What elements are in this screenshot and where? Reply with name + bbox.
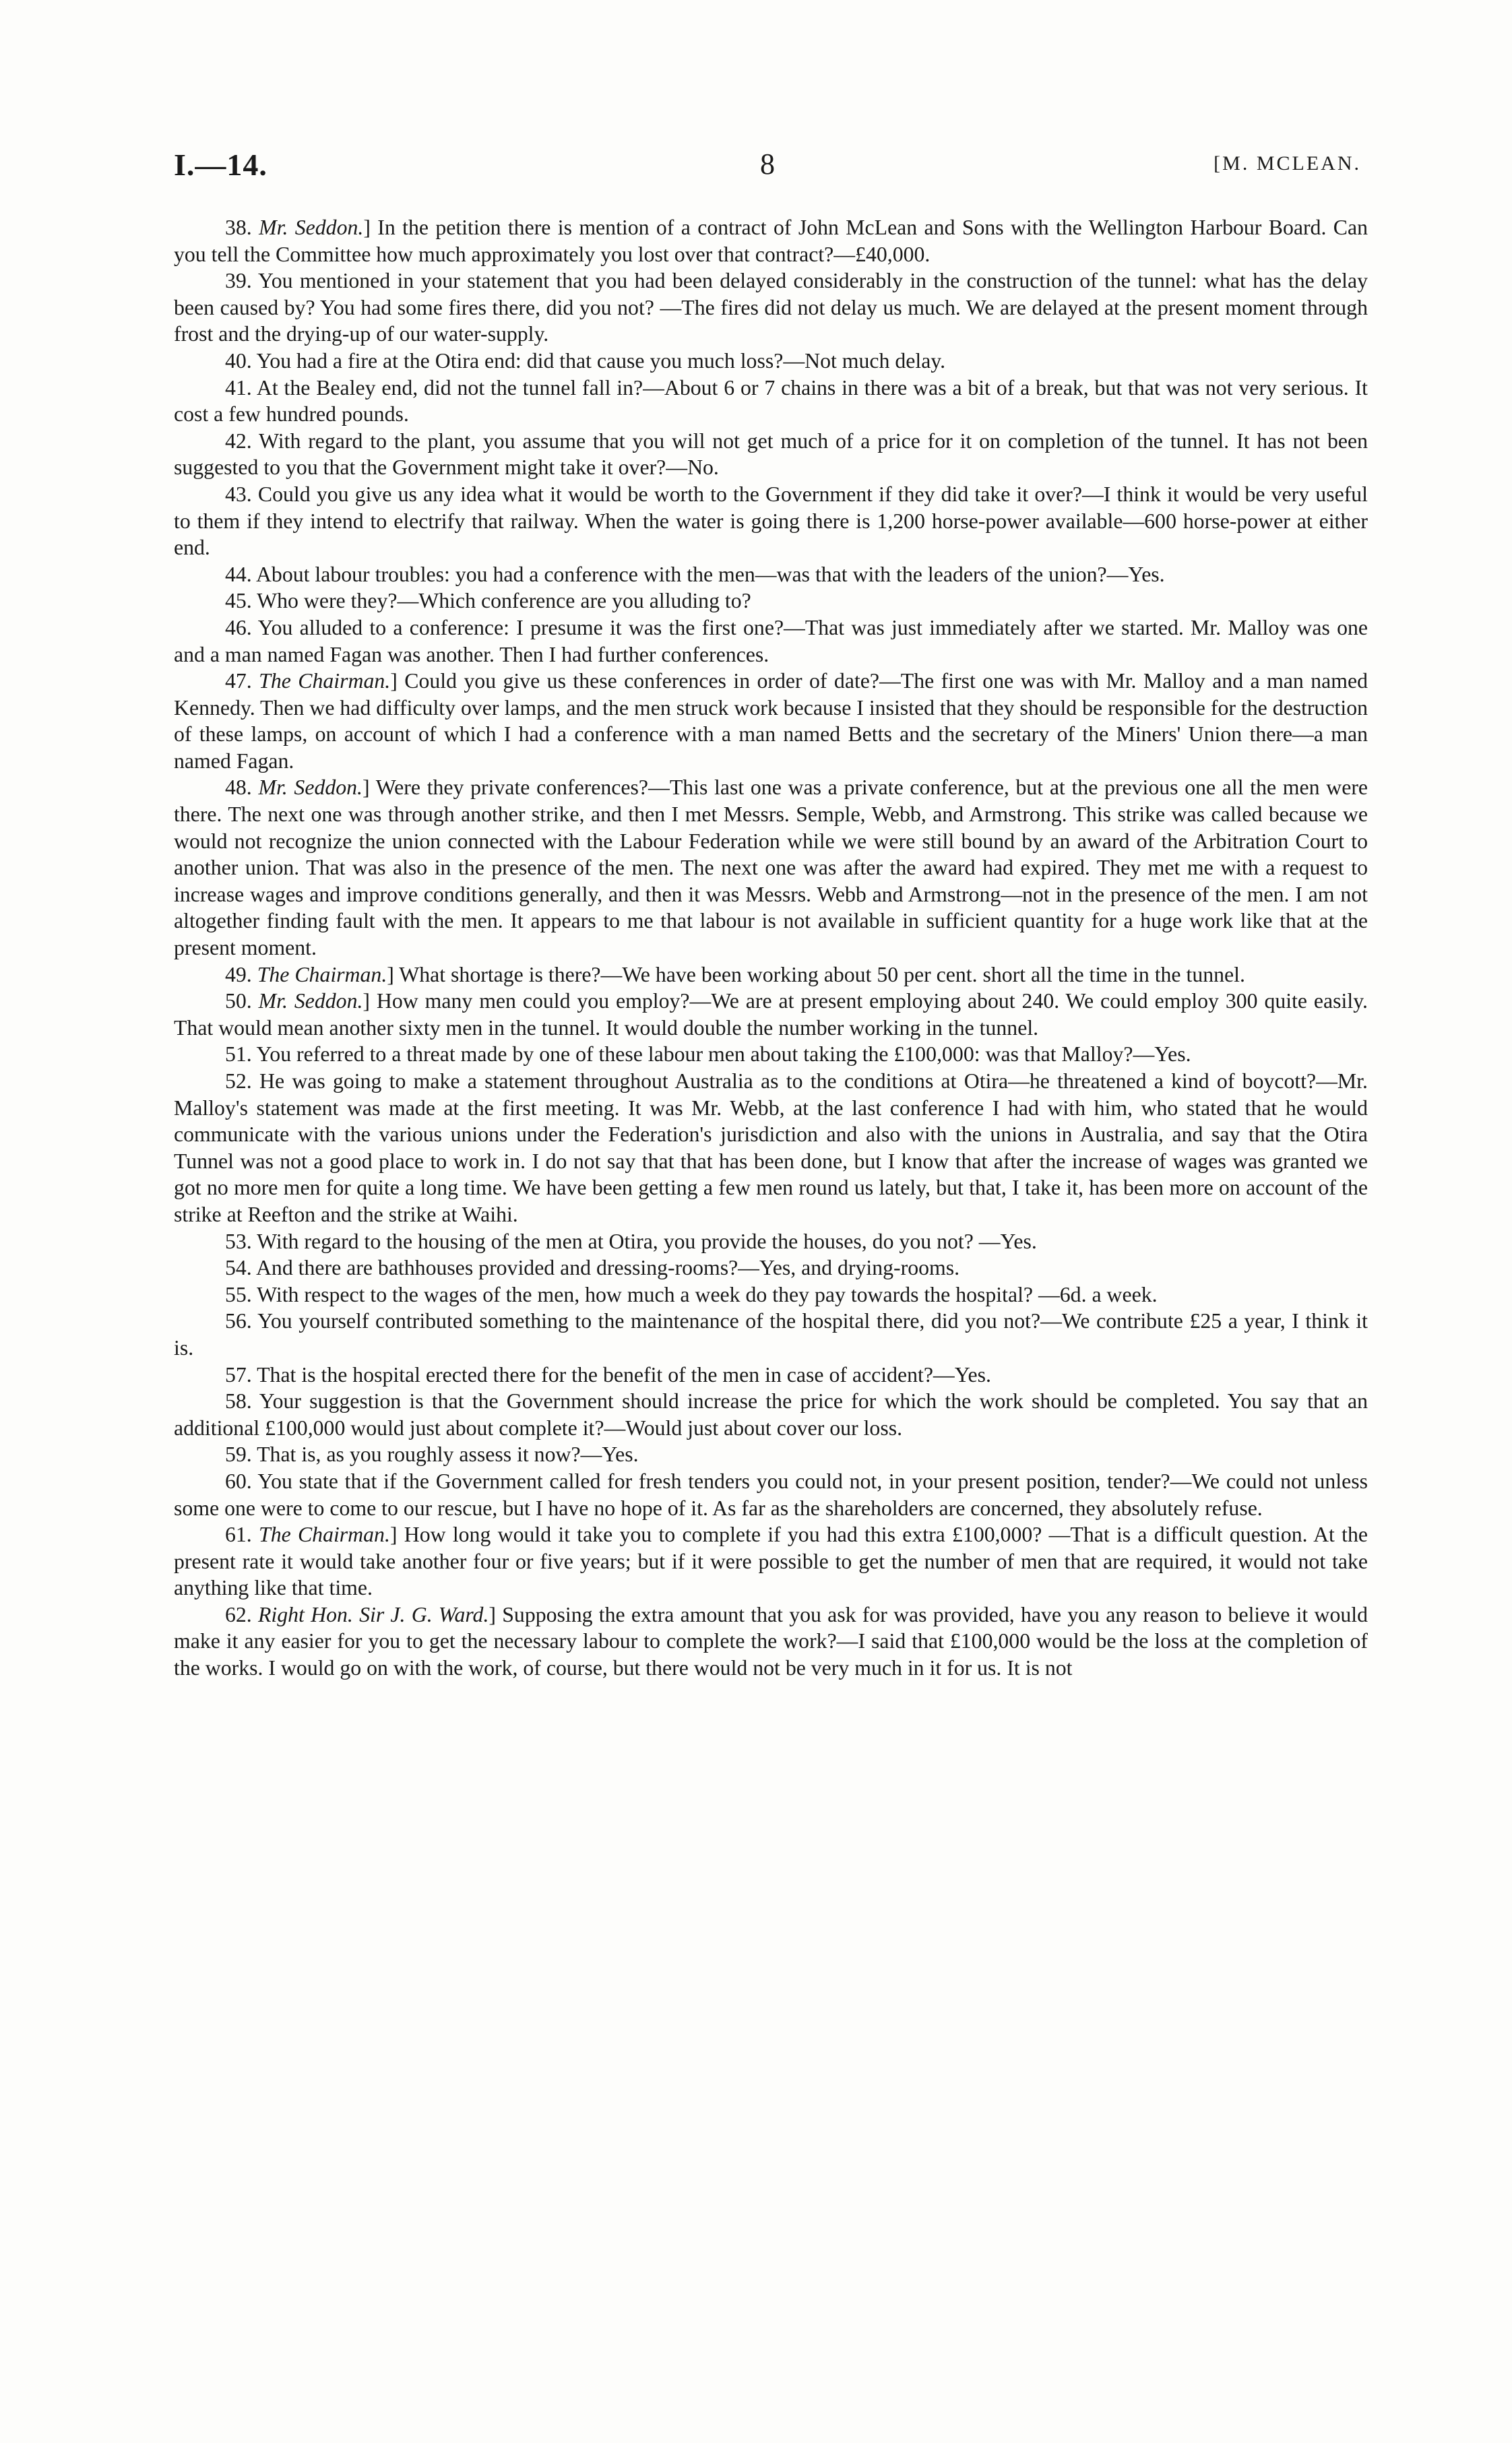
question-number: 53. bbox=[225, 1229, 252, 1253]
document-reference: I.—14. bbox=[174, 148, 267, 182]
question-text: With respect to the wages of the men, how much a week do they pay towards the hospital? —6d. a week. bbox=[257, 1282, 1158, 1306]
question-text: How many men could you employ?—We are at present employing about 240. We could employ 300 quite easily. That would mean another sixty men in the tunnel. It would double the number working in the tunnel. bbox=[174, 989, 1368, 1040]
question-text: You mentioned in your statement that you had been delayed considerably in the construction of the tunnel: what has the delay been caused by? You had some fires there, did you not? —The fires did not delay us much. We are delayed at the present moment through frost and the drying-up of our water-supply. bbox=[174, 269, 1368, 346]
question-number: 50. bbox=[225, 989, 252, 1013]
question-paragraph bbox=[174, 1255, 1368, 1281]
question-number: 44. bbox=[225, 562, 252, 586]
question-text: Who were they?—Which conference are you alluding to? bbox=[257, 589, 751, 613]
question-number: 47. bbox=[225, 669, 252, 693]
question-text: Could you give us these conferences in order of date?—The first one was with Mr. Malloy and a man named Kennedy. Then we had difficulty over lamps, and the men struck work because I insisted that they should be responsible for the destruction of these lamps, on account of which I had a conference with a man named Betts and the secretary of the Miners' Union there—a man named Fagan. bbox=[174, 669, 1368, 773]
speaker-name: The Chairman. bbox=[259, 1523, 390, 1547]
question-paragraph: 50. Mr. Seddon.] How many men could you employ?—We are at present employing about 240. We could employ 300 quite easily. That would mean another sixty men in the tunnel. It would double the number working in the tunnel. bbox=[174, 989, 1368, 1040]
question-number: 43. bbox=[225, 482, 252, 506]
speaker-name: Mr. Seddon. bbox=[258, 775, 363, 800]
question-text: You had a fire at the Otira end: did that cause you much loss?—Not much delay. bbox=[256, 348, 946, 373]
question-text: That is, as you roughly assess it now?—Yes. bbox=[257, 1442, 639, 1467]
question-number: 41. bbox=[225, 375, 252, 400]
question-paragraph: 38. Mr. Seddon.] In the petition there is mention of a contract of John McLean and Sons with the Wellington Harbour Board. Can you tell the Committee how much approximately you lost over that contract?—£40,000. bbox=[174, 216, 1368, 266]
question-text: At the Bealey end, did not the tunnel fall in?—About 6 or 7 chains in there was a bit of a break, but that was not very serious. It cost a few hundred pounds. bbox=[174, 375, 1368, 426]
question-paragraph bbox=[174, 1228, 1368, 1255]
question-number: 54. bbox=[225, 1256, 252, 1280]
speaker-name: Mr. Seddon. bbox=[259, 216, 364, 239]
speaker-name: The Chairman. bbox=[259, 669, 391, 693]
question-paragraph bbox=[174, 267, 1368, 348]
question-number: 58. bbox=[225, 1389, 252, 1414]
question-paragraph bbox=[174, 428, 1368, 481]
question-text: With regard to the plant, you assume that you will not get much of a price for it on completion of the tunnel. It has not been suggested to you that the Government might take it over?—No. bbox=[174, 429, 1368, 480]
speaker-name: Right Hon. Sir J. G. Ward. bbox=[258, 1602, 489, 1626]
question-number: 45. bbox=[225, 589, 252, 613]
question-paragraph bbox=[174, 1362, 1368, 1389]
question-paragraph bbox=[174, 1041, 1368, 1068]
question-number: 51. bbox=[225, 1042, 252, 1067]
minutes-of-evidence bbox=[174, 214, 1368, 1682]
question-text: You referred to a threat made by one of these labour men about taking the £100,000: was that Malloy?—Yes. bbox=[256, 1042, 1191, 1067]
question-number: 62. bbox=[225, 1602, 252, 1626]
question-number: 57. bbox=[225, 1362, 252, 1387]
question-paragraph bbox=[174, 481, 1368, 561]
witness-name: [M. MCLEAN. bbox=[1214, 152, 1361, 174]
question-text: You alluded to a conference: I presume it was the first one?—That was just immediately after we started. Mr. Malloy was one and a man named Fagan was another. Then I had further conferences. bbox=[174, 615, 1368, 666]
question-paragraph bbox=[174, 1468, 1368, 1521]
page-header bbox=[174, 147, 1361, 187]
question-text: You state that if the Government called for fresh tenders you could not, in your present position, tender?—We could not unless some one were to come to our rescue, but I have no hope of it. As far as the shareholders are concerned, they absolutely refuse. bbox=[174, 1469, 1368, 1520]
question-paragraph: 47. The Chairman.] Could you give us these conferences in order of date?—The first one was with Mr. Malloy and a man named Kennedy. Then we had difficulty over lamps, and the men struck work because I insisted that they should be responsible for the destruction of these lamps, on account of which I had a conference with a man named Betts and the secretary of the Miners' Union there—a man named Fagan. bbox=[174, 669, 1368, 773]
question-paragraph bbox=[174, 1308, 1368, 1361]
question-text: Could you give us any idea what it would be worth to the Government if they did take it over?—I think it would be very useful to them if they intend to electrify that railway. When the water is going there is 1,200 horse-power available—600 horse-power at either end. bbox=[174, 482, 1368, 560]
question-text: Were they private conferences?—This last one was a private conference, but at the previous one all the men were there. The next one was through another strike, and then I met Messrs. Semple, Webb, and Armstrong. This strike was called because we would not recognize the union connected with the Labour Federation while we were still bound by an award of the Arbitration Court to another union. That was also in the presence of the men. The next one was after the award had expired. They met me with a request to increase wages and improve conditions generally, and then it was Messrs. Webb and Armstrong—not in the presence of the men. I am not altogether finding fault with the men. It appears to me that labour is not available in sufficient quantity for a huge work like that at the present moment. bbox=[174, 775, 1368, 960]
question-text: About labour troubles: you had a conference with the men—was that with the leaders of the union?—Yes. bbox=[255, 562, 1165, 586]
question-text: With regard to the housing of the men at Otira, you provide the houses, do you not? —Yes. bbox=[257, 1229, 1037, 1253]
speaker-name: The Chairman. bbox=[257, 962, 387, 986]
question-paragraph: 61. The Chairman.] How long would it take you to complete if you had this extra £100,000? —That is a difficult question. At the present rate it would take another four or five years; but if it were possible to get the number of men that are required, it would not take anything like that time. bbox=[174, 1523, 1368, 1600]
question-number: 40. bbox=[225, 348, 252, 373]
question-number: 38. bbox=[225, 216, 252, 239]
question-number: 61. bbox=[225, 1523, 252, 1547]
question-text: In the petition there is mention of a contract of John McLean and Sons with the Wellington Harbour Board. Can you tell the Committee how much approximately you lost over that contract?—£40,000. bbox=[174, 216, 1368, 266]
question-paragraph: 49. The Chairman.] What shortage is there?—We have been working about 50 per cent. short all the time in the tunnel. bbox=[225, 962, 1245, 986]
speaker-name: Mr. Seddon. bbox=[258, 989, 363, 1013]
question-paragraph bbox=[174, 588, 1368, 614]
question-text: How long would it take you to complete if you had this extra £100,000? —That is a difficult question. At the present rate it would take another four or five years; but if it were possible to get the number of men that are required, it would not take anything like that time. bbox=[174, 1523, 1368, 1600]
question-number: 55. bbox=[225, 1282, 252, 1306]
question-paragraph bbox=[174, 561, 1368, 588]
question-number: 60. bbox=[225, 1469, 252, 1493]
question-paragraph bbox=[174, 614, 1368, 668]
question-text: You yourself contributed something to the maintenance of the hospital there, did you not?—We contribute £25 a year, I think it is. bbox=[174, 1309, 1368, 1360]
question-paragraph: 62. Right Hon. Sir J. G. Ward.] Supposing the extra amount that you ask for was provided, have you any reason to believe it would make it any easier for you to get the necessary labour to complete the work?—I said that £100,000 would be the loss at the completion of the works. I would go on with the work, of course, but there would not be very much in it for us. It is not bbox=[174, 1602, 1368, 1680]
question-text: He was going to make a statement throughout Australia as to the conditions at Otira—he threatened a kind of boycott?—Mr. Malloy's statement was made at the first meeting. It was Mr. Webb, at the last conference I had with him, who stated that he would communicate with the various unions under the Federation's jurisdiction and also with the unions in Australia, and say that the Otira Tunnel was not a good place to work in. I do not say that that has been done, but I know that after the increase of wages was granted we got no more men for quite a long time. We have been getting a few men round us lately, but that, I take it, has been more on account of the strike at Reefton and the strike at Waihi. bbox=[174, 1069, 1368, 1226]
question-paragraph bbox=[174, 348, 1368, 375]
question-paragraph bbox=[174, 1281, 1368, 1308]
question-number: 52. bbox=[225, 1069, 252, 1093]
question-paragraph bbox=[174, 1388, 1368, 1441]
question-text: And there are bathhouses provided and dressing-rooms?—Yes, and drying-rooms. bbox=[255, 1256, 960, 1280]
question-number: 56. bbox=[225, 1309, 252, 1333]
question-paragraph bbox=[174, 375, 1368, 428]
question-number: 46. bbox=[225, 615, 252, 639]
question-number: 59. bbox=[225, 1442, 252, 1467]
page-number: 8 bbox=[760, 148, 775, 181]
question-text: What shortage is there?—We have been working about 50 per cent. short all the time in the tunnel. bbox=[399, 962, 1245, 986]
question-number: 39. bbox=[225, 269, 252, 293]
question-number: 49. bbox=[225, 962, 252, 986]
question-text: Your suggestion is that the Government should increase the price for which the work should be completed. You say that an additional £100,000 would just about complete it?—Would just about cover our loss. bbox=[174, 1389, 1368, 1440]
question-text: Supposing the extra amount that you ask for was provided, have you any reason to believe it would make it any easier for you to get the necessary labour to complete the work?—I said that £100,000 would be the loss at the completion of the works. I would go on with the work, of course, but there would not be very much in it for us. It is not bbox=[174, 1602, 1368, 1680]
question-paragraph bbox=[174, 1441, 1368, 1468]
question-number: 48. bbox=[225, 775, 252, 800]
question-paragraph bbox=[174, 1068, 1368, 1228]
question-text: That is the hospital erected there for the benefit of the men in case of accident?—Yes. bbox=[257, 1362, 991, 1387]
question-number: 42. bbox=[225, 429, 252, 453]
question-paragraph: 48. Mr. Seddon.] Were they private conferences?—This last one was a private conference, but at the previous one all the men were there. The next one was through another strike, and then I met Messrs. Semple, Webb, and Armstrong. This strike was called because we would not recognize the union connected with the Labour Federation while we were still bound by an award of the Arbitration Court to another union. That was also in the presence of the men. The next one was after the award had expired. They met me with a request to increase wages and improve conditions generally, and then it was Messrs. Webb and Armstrong—not in the presence of the men. I am not altogether finding fault with the men. It appears to me that labour is not available in sufficient quantity for a huge work like that at the present moment. bbox=[174, 775, 1368, 960]
